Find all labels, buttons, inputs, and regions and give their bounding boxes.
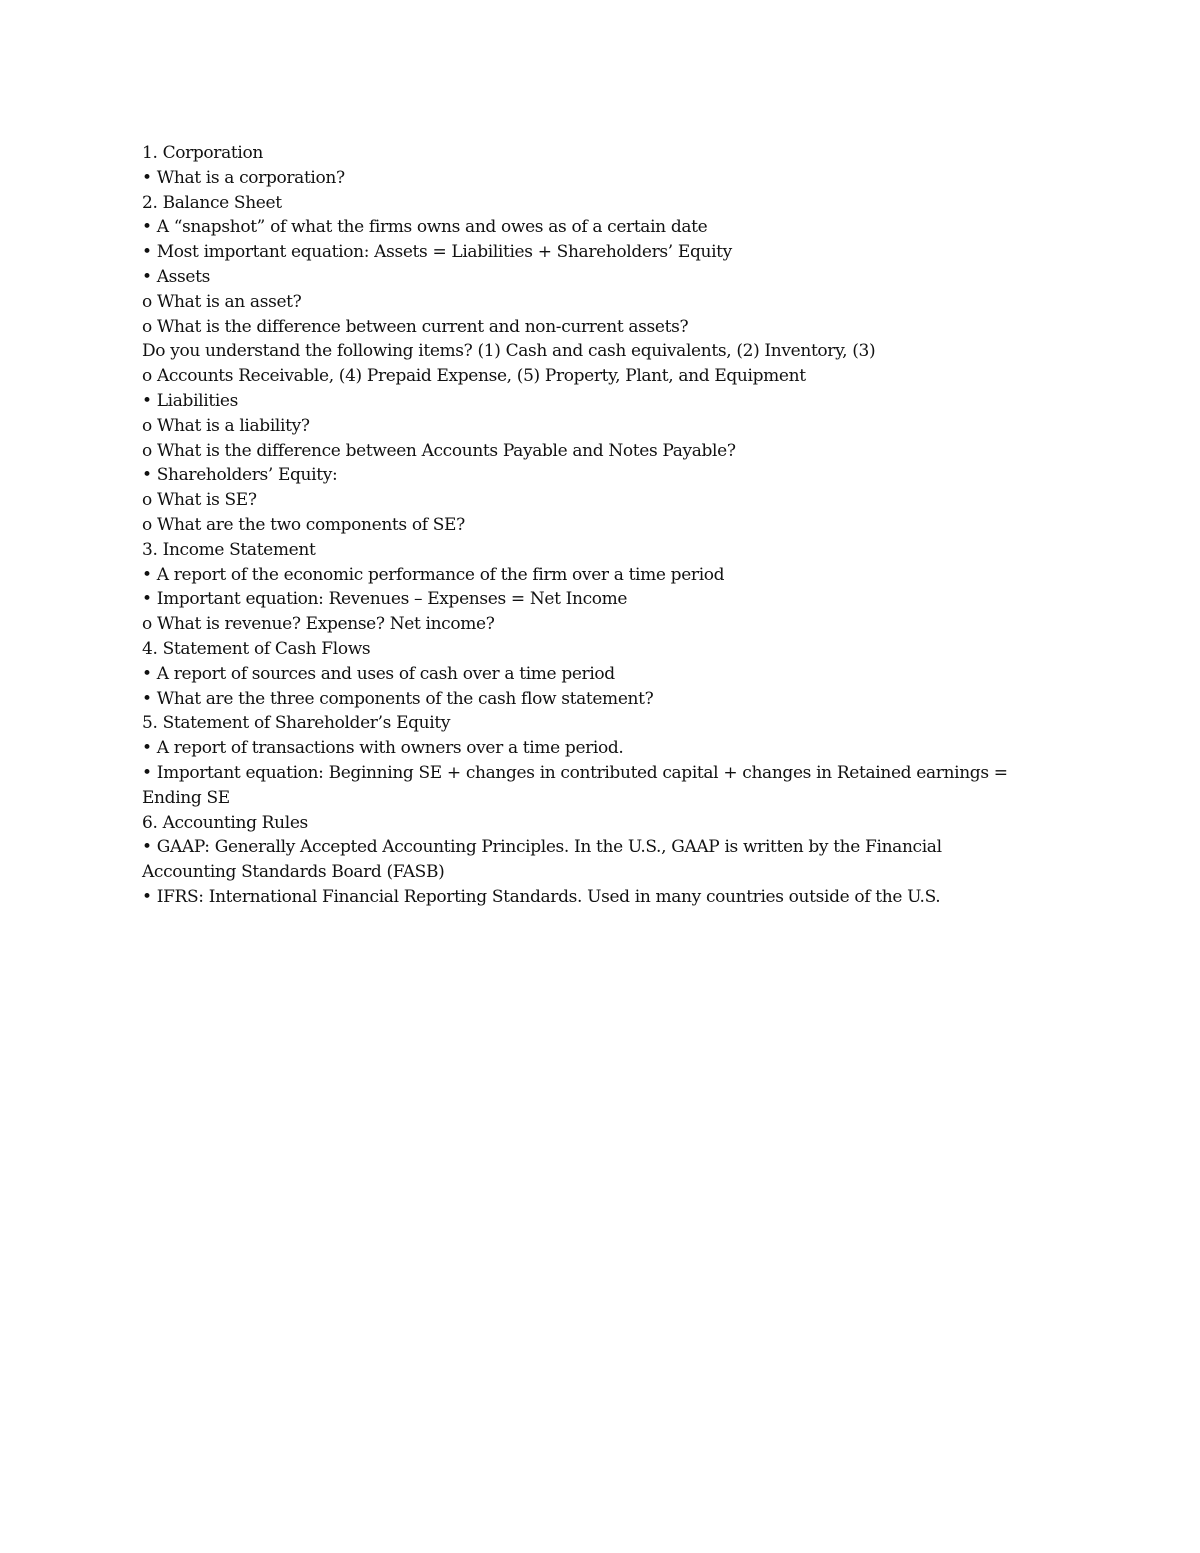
heading-shareholders-equity: 5. Statement of Shareholder’s Equity — [142, 713, 451, 734]
sub-list-item: o What is the difference between current and non-current assets? — [142, 316, 689, 337]
list-item: • What are the three components of the cash flow statement? — [142, 688, 654, 709]
list-item: • A “snapshot” of what the firms owns and owes as of a certain date — [142, 217, 708, 238]
list-item: • A report of transactions with owners over a time period. — [142, 738, 624, 759]
sub-list-item: o What are the two components of SE? — [142, 514, 465, 535]
list-item: • Shareholders’ Equity: — [142, 465, 338, 486]
heading-corporation: 1. Corporation — [142, 143, 263, 163]
list-item: • Assets — [142, 266, 210, 287]
list-item: • Liabilities — [142, 390, 238, 411]
sub-list-item: o What is a liability? — [142, 415, 310, 436]
heading-cash-flows: 4. Statement of Cash Flows — [142, 638, 371, 659]
text-line: Accounting Standards Board (FASB) — [142, 862, 445, 883]
document-body — [142, 141, 1022, 910]
heading-accounting-rules: 6. Accounting Rules — [142, 812, 308, 833]
list-item: • IFRS: International Financial Reporting Standards. Used in many countries outside of the U.S. — [142, 886, 941, 907]
list-item: • A report of the economic performance of the firm over a time period — [142, 564, 725, 585]
sub-list-item: o What is an asset? — [142, 291, 302, 312]
sub-list-item: o Accounts Receivable, (4) Prepaid Expense, (5) Property, Plant, and Equipment — [142, 366, 806, 387]
sub-list-item: o What is revenue? Expense? Net income? — [142, 614, 495, 635]
sub-list-item: o What is the difference between Accounts Payable and Notes Payable? — [142, 440, 736, 461]
text-line: Ending SE — [142, 787, 230, 808]
text-line: Do you understand the following items? (1) Cash and cash equivalents, (2) Inventory, (3) — [142, 341, 876, 362]
list-item: • A report of sources and uses of cash over a time period — [142, 663, 615, 684]
list-item: • Most important equation: Assets = Liabilities + Shareholders’ Equity — [142, 242, 732, 263]
list-item: • GAAP: Generally Accepted Accounting Principles. In the U.S., GAAP is written by the Financial — [142, 837, 942, 858]
list-item: • Important equation: Beginning SE + changes in contributed capital + changes in Retained earnings = — [142, 762, 1008, 783]
sub-list-item: o What is SE? — [142, 490, 257, 511]
heading-balance-sheet: 2. Balance Sheet — [142, 192, 282, 213]
list-item: • Important equation: Revenues – Expenses = Net Income — [142, 589, 628, 610]
list-item: • What is a corporation? — [142, 167, 345, 188]
heading-income-statement: 3. Income Statement — [142, 539, 316, 560]
